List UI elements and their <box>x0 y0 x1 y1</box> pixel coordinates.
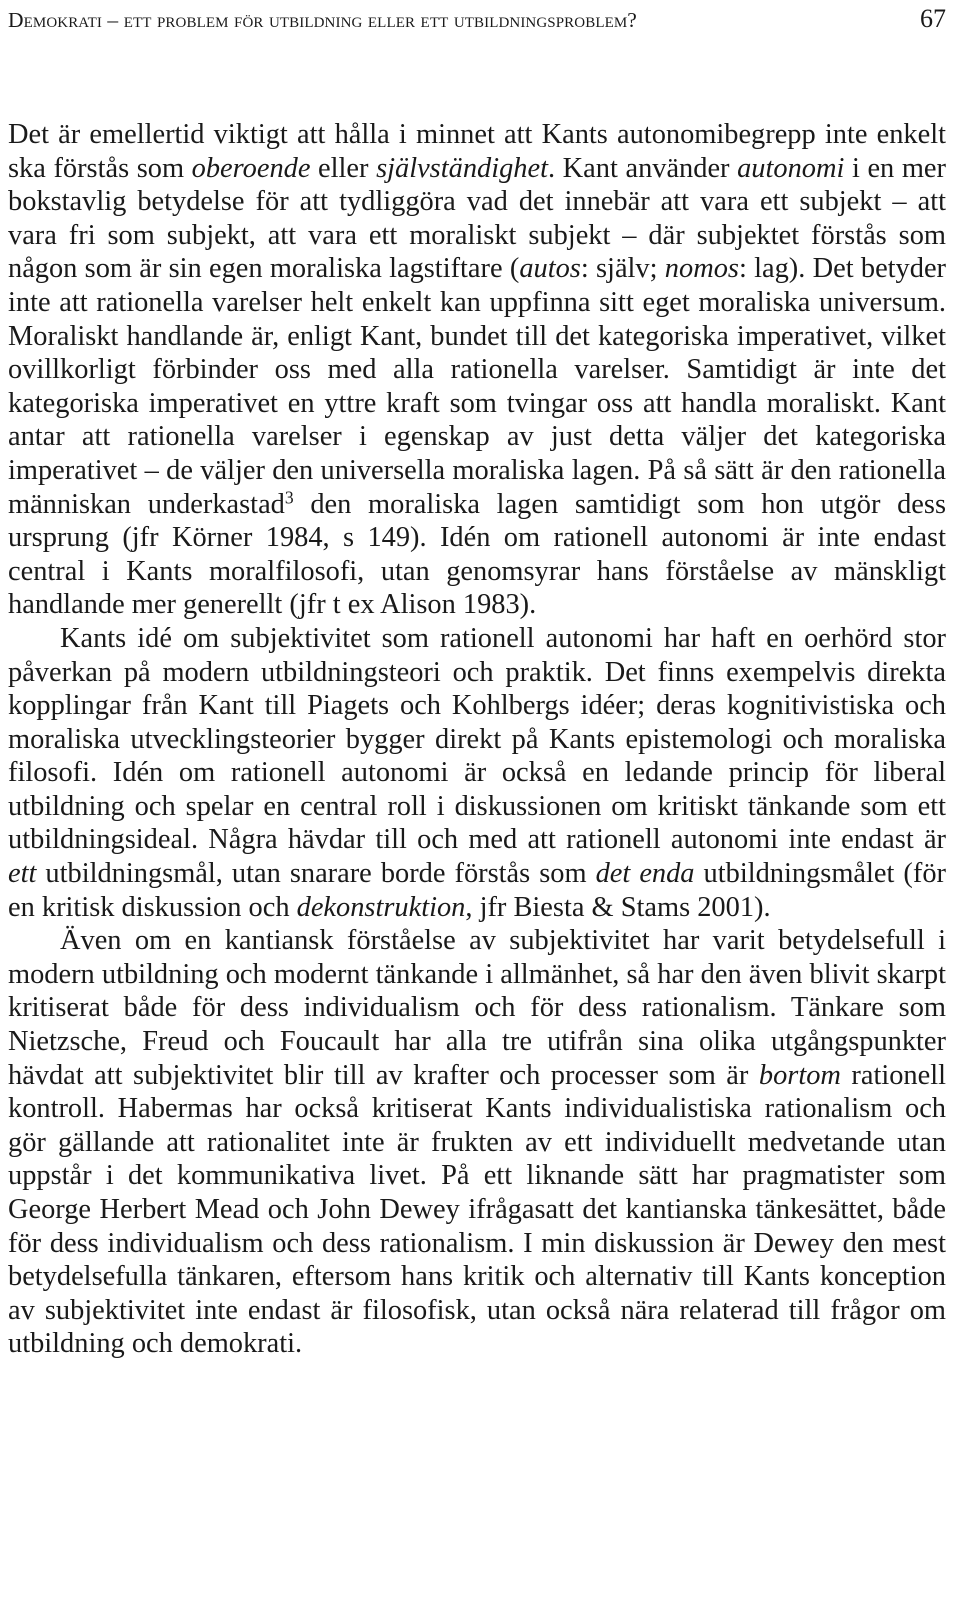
italic-text: ett <box>8 858 37 890</box>
italic-text: dekonstruktion <box>296 891 466 923</box>
italic-text: nomos <box>664 253 739 285</box>
page-number: 67 <box>920 4 946 33</box>
text-run: Även om en kantiansk förståelse av subjektivitet har varit betydelsefull i modern utbildning och modernt tänkande i allmänhet, så har den även blivit skarpt kritiserat både för dess individualism och för dess rationalism. Tänkare som Nietzsche, Freud och Foucault har alla tre utifrån sina olika utgångspunkter hävdat att subjektivitet blir till av krafter och processer som är <box>8 925 946 1091</box>
text-run: utbildningsmålet (för en kritisk diskussion och <box>8 858 946 923</box>
body-text <box>8 118 946 1361</box>
italic-text: autonomi <box>737 152 845 184</box>
italic-text: det enda <box>595 858 695 890</box>
text-run: , jfr Biesta & Stams 2001). <box>465 891 771 923</box>
running-head <box>8 4 946 34</box>
text-run: . Kant använder <box>547 152 738 184</box>
text-run: Kants idé om subjektivitet som rationell autonomi har haft en oerhörd stor påverkan på modern utbildningsteori och praktik. Det finns exempelvis direkta kopplingar från Kant till Piagets och Kohlbergs idéer; deras kognitivistiska och moraliska utvecklingsteorier bygger direkt på Kants epistemologi och moraliska filosofi. Idén om rationell autonomi är också en ledande princip för liberal utbildning och spelar en central roll i diskussionen om kritiskt tänkande som ett utbildningsideal. Några hävdar till och med att rationell autonomi inte endast är <box>8 622 946 856</box>
italic-text: oberoende <box>191 152 311 184</box>
text-run: Det är emellertid viktigt att hålla i minnet att Kants autonomibegrepp inte enkelt ska förstås som <box>8 119 946 184</box>
text-run: eller <box>310 152 377 184</box>
text-run: i en mer bokstavlig betydelse för att tydliggöra vad det innebär att vara ett subjekt – att vara fri som subjekt, att vara ett moraliskt subjekt – där subjektet förstås som någon som är sin egen moraliska lagstiftare ( <box>8 152 946 285</box>
footnote-marker: 3 <box>284 486 294 507</box>
text-run: : själv; <box>580 253 665 285</box>
paragraph <box>8 924 946 1361</box>
italic-text: bortom <box>758 1059 841 1091</box>
running-title: Demokrati – ett problem för utbildning eller ett utbildningsproblem? <box>8 8 637 32</box>
text-run: : lag). Det betyder inte att rationella varelser helt enkelt kan uppfinna sitt eget moraliska universum. Moraliskt handlande är, enligt Kant, bundet till det kategoriska imperativet, vilket ovillkorligt förbinder oss med alla rationella varelser. Samtidigt är inte det kategoriska imperativet en yttre kraft som tvingar oss att handla moraliskt. Kant antar att rationella varelser i egenskap av just detta väljer det kategoriska imperativet – de väljer den universella moraliska lagen. På så sätt är den rationella människan underkastad <box>8 253 947 520</box>
italic-text: självständighet <box>376 152 548 184</box>
text-run: rationell kontroll. Habermas har också kritiserat Kants individualistiska rationalism och gör gällande att rationalitet inte är frukten av ett individuellt medvetande utan uppstår i det kommunikativa livet. På ett liknande sätt har pragmatister som George Herbert Mead och John Dewey ifrågasatt det kantianska tänkesättet, både för dess individualism och dess rationalism. I min diskussion är Dewey den mest betydelsefulla tänkaren, eftersom hans kritik och alternativ till Kants konception av subjektivitet inte endast är filosofisk, utan också nära relaterad till frågor om utbildning och demokrati. <box>8 1059 947 1360</box>
paragraph <box>8 118 946 622</box>
text-run: utbildningsmål, utan snarare borde förstås som <box>36 858 596 890</box>
text-run: den moraliska lagen samtidigt som hon utgör dess ursprung (jfr Körner 1984, s 149). Idén om rationell autonomi är inte endast central i Kants moralfilosofi, utan genomsyrar hans förståelse av mänskligt handlande mer generellt (jfr t ex Alison 1983). <box>8 488 946 621</box>
italic-text: autos <box>519 253 581 285</box>
paragraph <box>8 622 946 924</box>
